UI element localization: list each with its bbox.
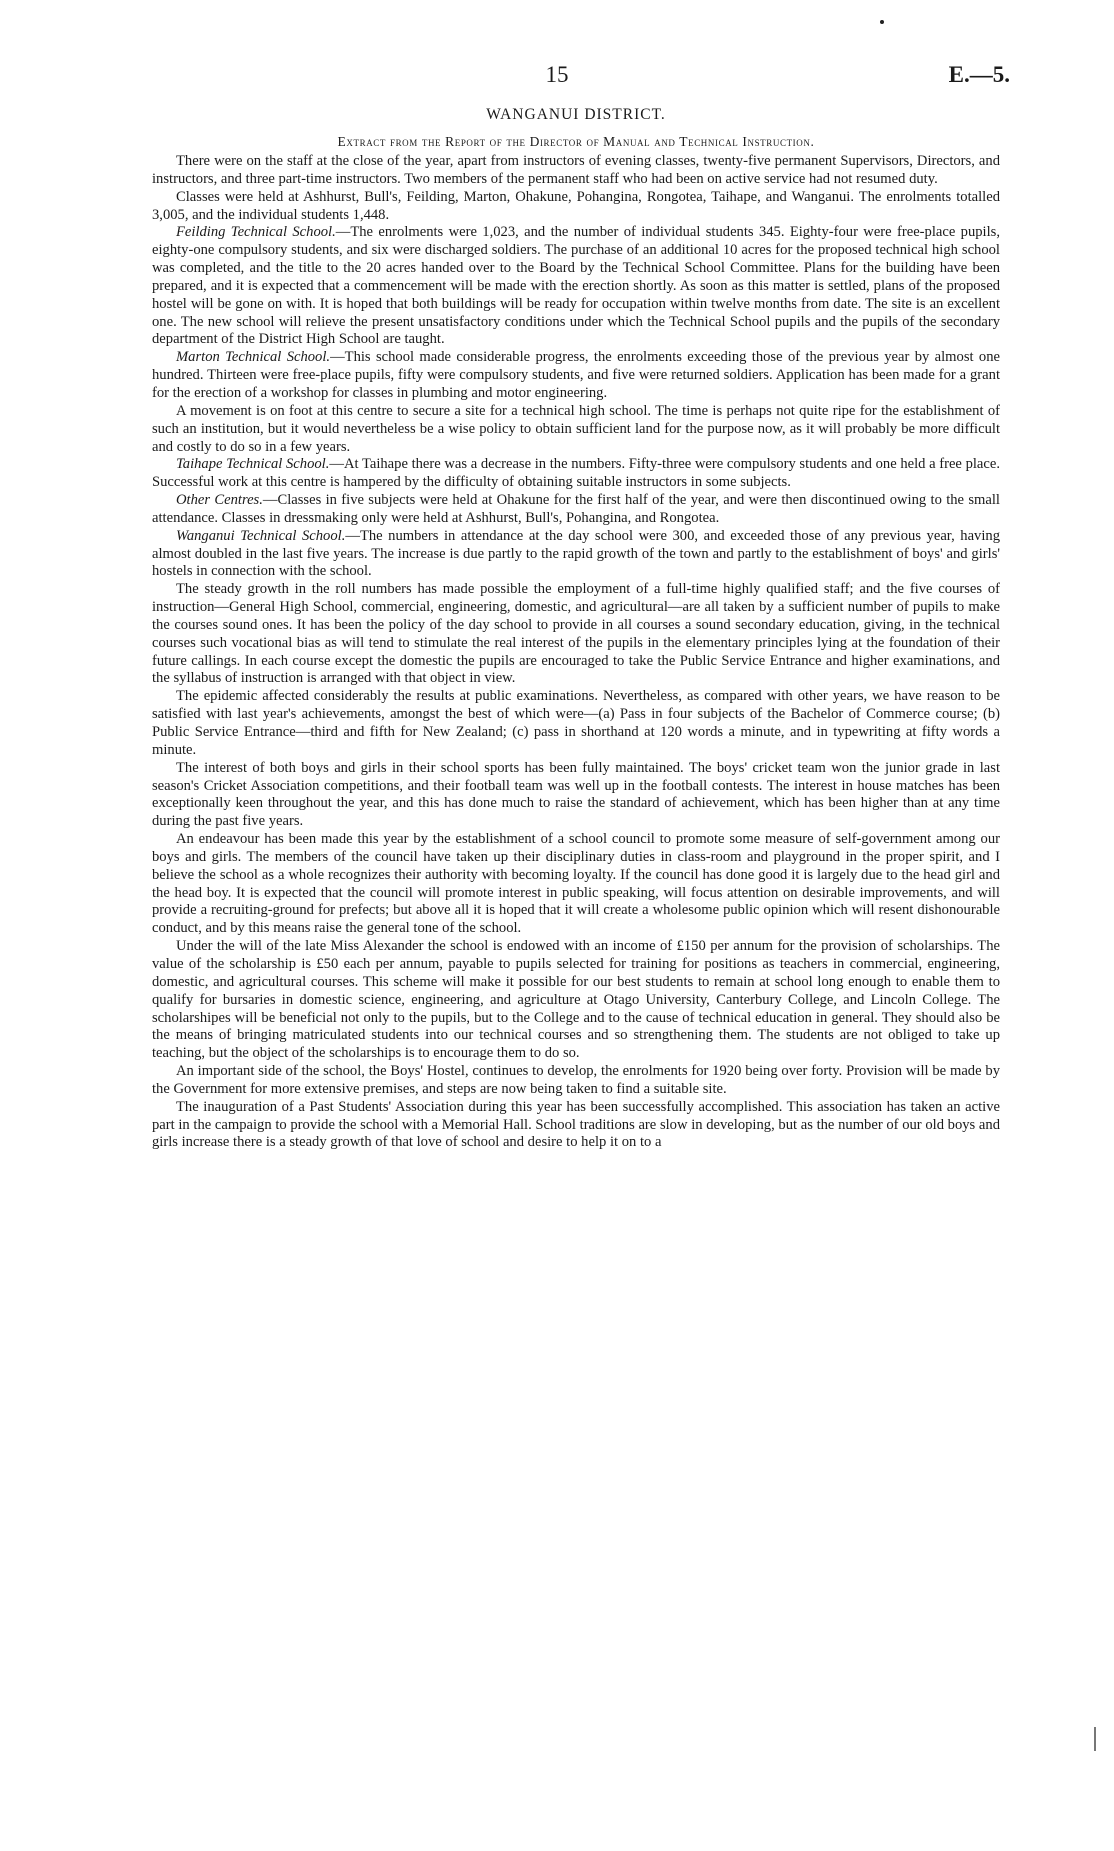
paragraph-text: —The enrolments were 1,023, and the number of individual students 345. Eighty-four were free-place pupils, eighty-one compulsory students, and six were discharged soldiers. The purchase of an additional 10 acres for the proposed technical high school was completed, and the title to the 20 acres handed over to the Board by the Technical School Committee. Plans for the building have been prepared, and it is expected that a commencement will be made with the erection shortly. As soon as this matter is settled, plans of the proposed hostel will be gone on with. It is hoped that both buildings will be ready for occupation within twelve months from date. The site is an excellent one. The new school will relieve the present unsatisfactory conditions under which the Technical School pupils and the pupils of the secondary department of the District High School are taught. <box>152 224 1000 348</box>
paragraph-text: There were on the staff at the close of the year, apart from instructors of evening classes, twenty-five permanent Supervisors, Directors, and instructors, and three part-time instructors. Two members of the permanent staff who had been on active service had not resumed duty. <box>152 153 1000 187</box>
ink-dot <box>880 20 884 24</box>
paragraph-text: —At Taihape there was a decrease in the numbers. Fifty-three were compulsory students and one held a free place. Successful work at this centre is hampered by the difficulty of obtaining suitable instructors in some subjects. <box>152 456 1000 491</box>
section-subtitle: Extract from the Report of the Director of Manual and Technical Instruction. <box>337 134 815 149</box>
paragraph <box>152 153 1000 189</box>
paragraph-text: Under the will of the late Miss Alexander the school is endowed with an income of £150 per annum for the provision of scholarships. The value of the scholarship is £50 each per annum, payable to pupils selected for training for positions as teachers in commercial, engineering, domestic, and agricultural courses. This scheme will make it possible for our best students to remain at school long enough to enable them to qualify for bursaries in domestic science, engineering, and agriculture at Otago University, Canterbury College, and Lincoln College. The scholarshipes will be beneficial not only to the pupils, but to the College and to the cause of technical education in general. They should also be the means of bringing matriculated students into our technical courses and so strengthening them. The students are not obliged to take up teaching, but the object of the scholarships is to encourage them to do so. <box>152 938 1000 1062</box>
document-body <box>152 106 1000 1152</box>
paragraph <box>152 349 1000 403</box>
paragraph <box>152 760 1000 831</box>
paragraph-text: The steady growth in the roll numbers has made possible the employment of a full-time highly qualified staff; and the five courses of instruction—General High School, commercial, engineering, domestic, and agricultural—are all taken by a sufficient number of pupils to make the courses sound ones. It has been the policy of the day school to provide in all courses a sound secondary education, giving, in the technical courses such vocational bias as will tend to stimulate the real interest of the pupils in the elementary principles lying at the foundation of their future callings. In each course except the domestic the pupils are encouraged to take the Public Service Entrance and higher examinations, and the syllabus of instruction is arranged with that object in view. <box>152 581 1000 687</box>
paragraph <box>152 581 1000 688</box>
paragraph <box>152 403 1000 457</box>
paragraph-heading: Taihape Technical School. <box>176 456 330 473</box>
paragraph-list <box>152 153 1000 1152</box>
paragraph-text: The interest of both boys and girls in their school sports has been fully maintained. The boys' cricket team won the junior grade in last season's Cricket Association competitions, and their football team was well up in the football contests. The interest in house matches has been exceptionally keen throughout the year, and this has done much to raise the standard of achievement, which has been higher than at any time during the past five years. <box>152 759 1000 830</box>
paragraph <box>152 938 1000 1063</box>
page-number: 15 <box>545 62 569 87</box>
paragraph-text: The inauguration of a Past Students' Association during this year has been successfully accomplished. This association has taken an active part in the campaign to provide the school with a Memorial Hall. School traditions are slow in developing, but as the number of our old boys and girls increase there is a steady growth of that love of school and desire to help it on to a <box>152 1098 1000 1151</box>
paragraph-text: An important side of the school, the Boys' Hostel, continues to develop, the enrolments for 1920 being over forty. Provision will be made by the Government for more extensive premises, and steps are now being taken to find a suitable site. <box>152 1063 1000 1097</box>
paragraph <box>152 189 1000 225</box>
paragraph-heading: Wanganui Technical School. <box>176 527 346 544</box>
paragraph-text: An endeavour has been made this year by the establishment of a school council to promote some measure of self-government among our boys and girls. The members of the council have taken up their disciplinary duties in class-room and playground in the proper spirit, and I believe the school as a whole recognizes their authority with becoming loyalty. If the council has done good it is largely due to the head girl and the head boy. It is expected that the council will promote interest in public speaking, will focus attention on desirable improvements, and will provide a recruiting-ground for prefects; but above all it is hoped that it will create a wholesome public opinion which will resent dishonourable conduct, and by this means raise the general tone of the school. <box>152 831 1000 937</box>
paragraph <box>152 528 1000 582</box>
paragraph <box>152 456 1000 492</box>
paragraph <box>152 492 1000 528</box>
paragraph-heading: Marton Technical School. <box>176 349 331 366</box>
paragraph <box>152 688 1000 759</box>
paragraph-text: Classes were held at Ashhurst, Bull's, Feilding, Marton, Ohakune, Pohangina, Rongotea, Taihape, and Wanganui. The enrolments totalled 3,005, and the individual students 1,448. <box>152 188 1000 223</box>
paragraph-text: —This school made considerable progress, the enrolments exceeding those of the previous year by almost one hundred. Thirteen were free-place pupils, fifty were compulsory students, and five were returned soldiers. Application has been made for a grant for the erection of a workshop for classes in plumbing and motor engineering. <box>152 349 1000 401</box>
paragraph <box>152 1099 1000 1153</box>
paragraph-text: A movement is on foot at this centre to secure a site for a technical high school. The time is perhaps not quite ripe for the establishment of such an institution, but it would nevertheless be a wise policy to obtain sufficient land for the purpose now, as it will probably be more difficult and costly to do so in a few years. <box>152 402 1000 455</box>
paragraph-heading: Feilding Technical School. <box>176 224 336 241</box>
document-code: E.—5. <box>948 62 1010 87</box>
section-title: WANGANUI DISTRICT. <box>486 106 666 123</box>
paragraph <box>152 224 1000 349</box>
paragraph <box>152 1063 1000 1099</box>
paragraph <box>152 831 1000 938</box>
paragraph-heading: Other Centres. <box>176 492 263 509</box>
paragraph-text: —The numbers in attendance at the day school were 300, and exceeded those of any previous year, having almost doubled in the last five years. The increase is due partly to the rapid growth of the town and partly to the establishment of boys' and girls' hostels in connection with the school. <box>152 527 1001 580</box>
paragraph-text: The epidemic affected considerably the results at public examinations. Nevertheless, as compared with other years, we have reason to be satisfied with last year's achievements, amongst the best of which were—(a) Pass in four subjects of the Bachelor of Commerce course; (b) Public Service Entrance—third and fifth for New Zealand; (c) pass in shorthand at 120 words a minute, and in typewriting at fifty words a minute. <box>152 688 1000 758</box>
paragraph-text: —Classes in five subjects were held at Ohakune for the first half of the year, and were then discontinued owing to the small attendance. Classes in dressmaking only were held at Ashhurst, Bull's, Pohangina, and Rongotea. <box>152 492 1000 526</box>
margin-mark <box>1094 1727 1096 1751</box>
